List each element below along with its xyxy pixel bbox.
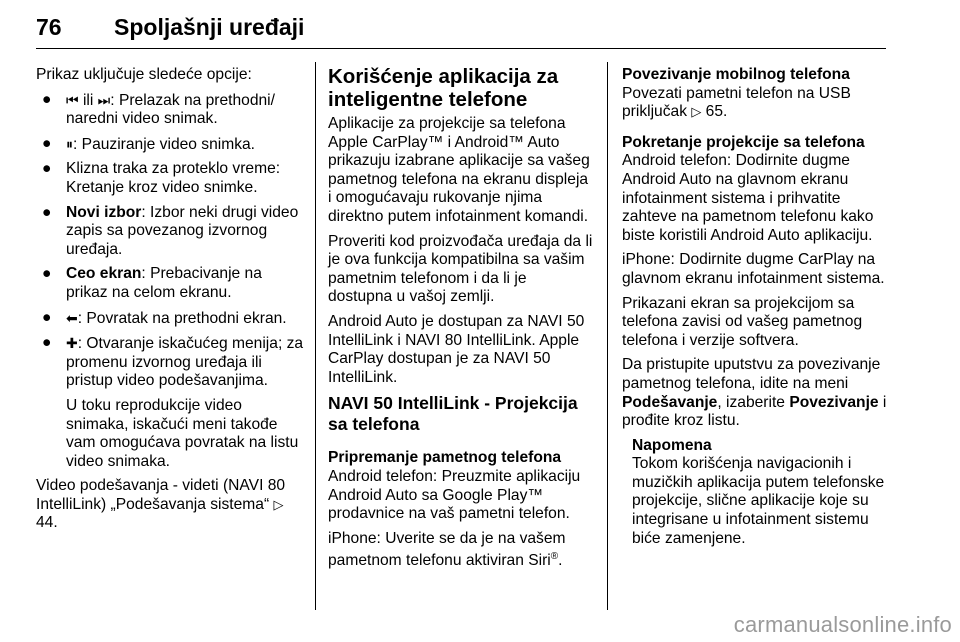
note-box: [622, 437, 888, 549]
topic-heading: Pokretanje projekcije sa telefona: [622, 133, 865, 151]
note-text: Tokom korišćenja navigacionih i muzičkih aplikacija putem telefonske projekcije, slične aplikacije koje su integrisane u infotainment sistemu biće zamenjene.: [632, 455, 885, 547]
bullet: ●: [42, 90, 52, 108]
list-item: ● ✚: Otvaranje iskačućeg menija; za promenu izvornog uređaja ili pristup video podešavanjima.: [42, 334, 304, 390]
page-reference-icon: ▷: [273, 496, 284, 512]
list-item: ● ⬅: Povratak na prethodni ekran.: [42, 308, 287, 327]
column-divider-1: [315, 62, 316, 610]
video-settings-note: Video podešavanja - videti (NAVI 80 IntelliLink) „Podešavanja sistema“ ▷ 44.: [36, 477, 286, 532]
paragraph: Android telefon: Preuzmite aplikaciju Android Auto sa Google Play™ prodavnice na vaš pametni telefon.: [328, 467, 581, 523]
plus-icon: ✚: [66, 335, 78, 352]
column-right: [622, 66, 888, 554]
pause-icon: ⏸: [66, 135, 73, 152]
page-number: 76: [36, 14, 62, 40]
options-intro: Prikaz uključuje sledeće opcije:: [36, 66, 252, 83]
subsection-heading: NAVI 50 IntelliLink - Projekcija sa telefona: [328, 393, 578, 435]
bullet: ●: [42, 203, 52, 221]
list-item: ● Klizna traka za proteklo vreme: Kretanje kroz video snimke.: [42, 160, 281, 196]
page-title: Spoljašnji uređaji: [114, 14, 305, 40]
column-left: [36, 66, 306, 539]
bullet: ●: [42, 134, 52, 152]
paragraph: Proveriti kod proizvođača uređaja da li je ova funkcija kompatibilna sa vašim pametnim telefonom i da li je dostupna u vašoj zemlji.: [328, 232, 593, 306]
paragraph: Android telefon: Dodirnite dugme Android Auto na glavnom ekranu infotainment sistema i prihvatite zahteve na pametnom telefonu kako biste koristili Android Auto aplikaciju.: [622, 152, 874, 244]
list-item: ● ⏸: Pauziranje video snimka.: [42, 134, 256, 153]
paragraph: iPhone: Uverite se da je na vašem pametnom telefonu aktiviran Siri®.: [328, 529, 566, 570]
page-header: [36, 14, 888, 50]
note-title: Napomena: [632, 436, 712, 454]
list-item-subtext: U toku reprodukcije video snimaka, iskačući meni takođe vam omogućava povratak na listu video snimaka.: [66, 396, 299, 470]
previous-track-icon: ⏮: [66, 91, 79, 108]
header-rule: [36, 48, 886, 49]
topic-heading: Povezivanje mobilnog telefona: [622, 66, 850, 83]
paragraph: Povezati pametni telefon na USB priključak ▷ 65.: [622, 84, 851, 121]
paragraph: iPhone: Dodirnite dugme CarPlay na glavnom ekranu infotainment sistema.: [622, 251, 885, 287]
list-item: ● ⏮ ili ⏭: Prelazak na prethodni/ naredni video snimak.: [42, 90, 275, 128]
registered-mark: ®: [550, 551, 559, 563]
topic-heading: Pripremanje pametnog telefona: [328, 449, 562, 467]
list-item: ● Novi izbor: Izbor neki drugi video zapis sa povezanog izvornog uređaja.: [42, 203, 299, 258]
next-track-icon: ⏭: [97, 91, 111, 108]
paragraph: Aplikacije za projekcije sa telefona Apple CarPlay™ i Android™ Auto prikazuju izabrane aplikacije sa vašeg pametnog telefona na ekranu displeja i omogućavaju rukovanje njima direktno putem infotainment komandi.: [328, 115, 590, 225]
bullet: ●: [42, 265, 52, 283]
paragraph: Da pristupite uputstvu za povezivanje pametnog telefona, idite na meni Podešavanje, izaberite Povezivanje i prođite kroz listu.: [622, 356, 887, 430]
section-heading: Korišćenje aplikacija za inteligentne telefone: [328, 65, 559, 111]
page-reference-icon: ▷: [691, 104, 702, 120]
watermark: carmanualsonline.info: [733, 612, 952, 637]
column-divider-2: [607, 62, 608, 610]
bullet: ●: [42, 308, 52, 326]
column-middle: [328, 66, 594, 577]
paragraph: Prikazani ekran sa projekcijom sa telefona zavisi od vašeg pametnog telefona i verzije softvera.: [622, 294, 863, 349]
list-item: ● Ceo ekran: Prebacivanje na prikaz na celom ekranu.: [42, 265, 262, 301]
paragraph: Android Auto je dostupan za NAVI 50 IntelliLink i NAVI 80 IntelliLink. Apple CarPlay dostupan je za NAVI 50 IntelliLink.: [328, 312, 585, 386]
bullet: ●: [42, 334, 52, 352]
back-arrow-icon: ⬅: [66, 309, 78, 326]
bullet: ●: [42, 160, 52, 178]
